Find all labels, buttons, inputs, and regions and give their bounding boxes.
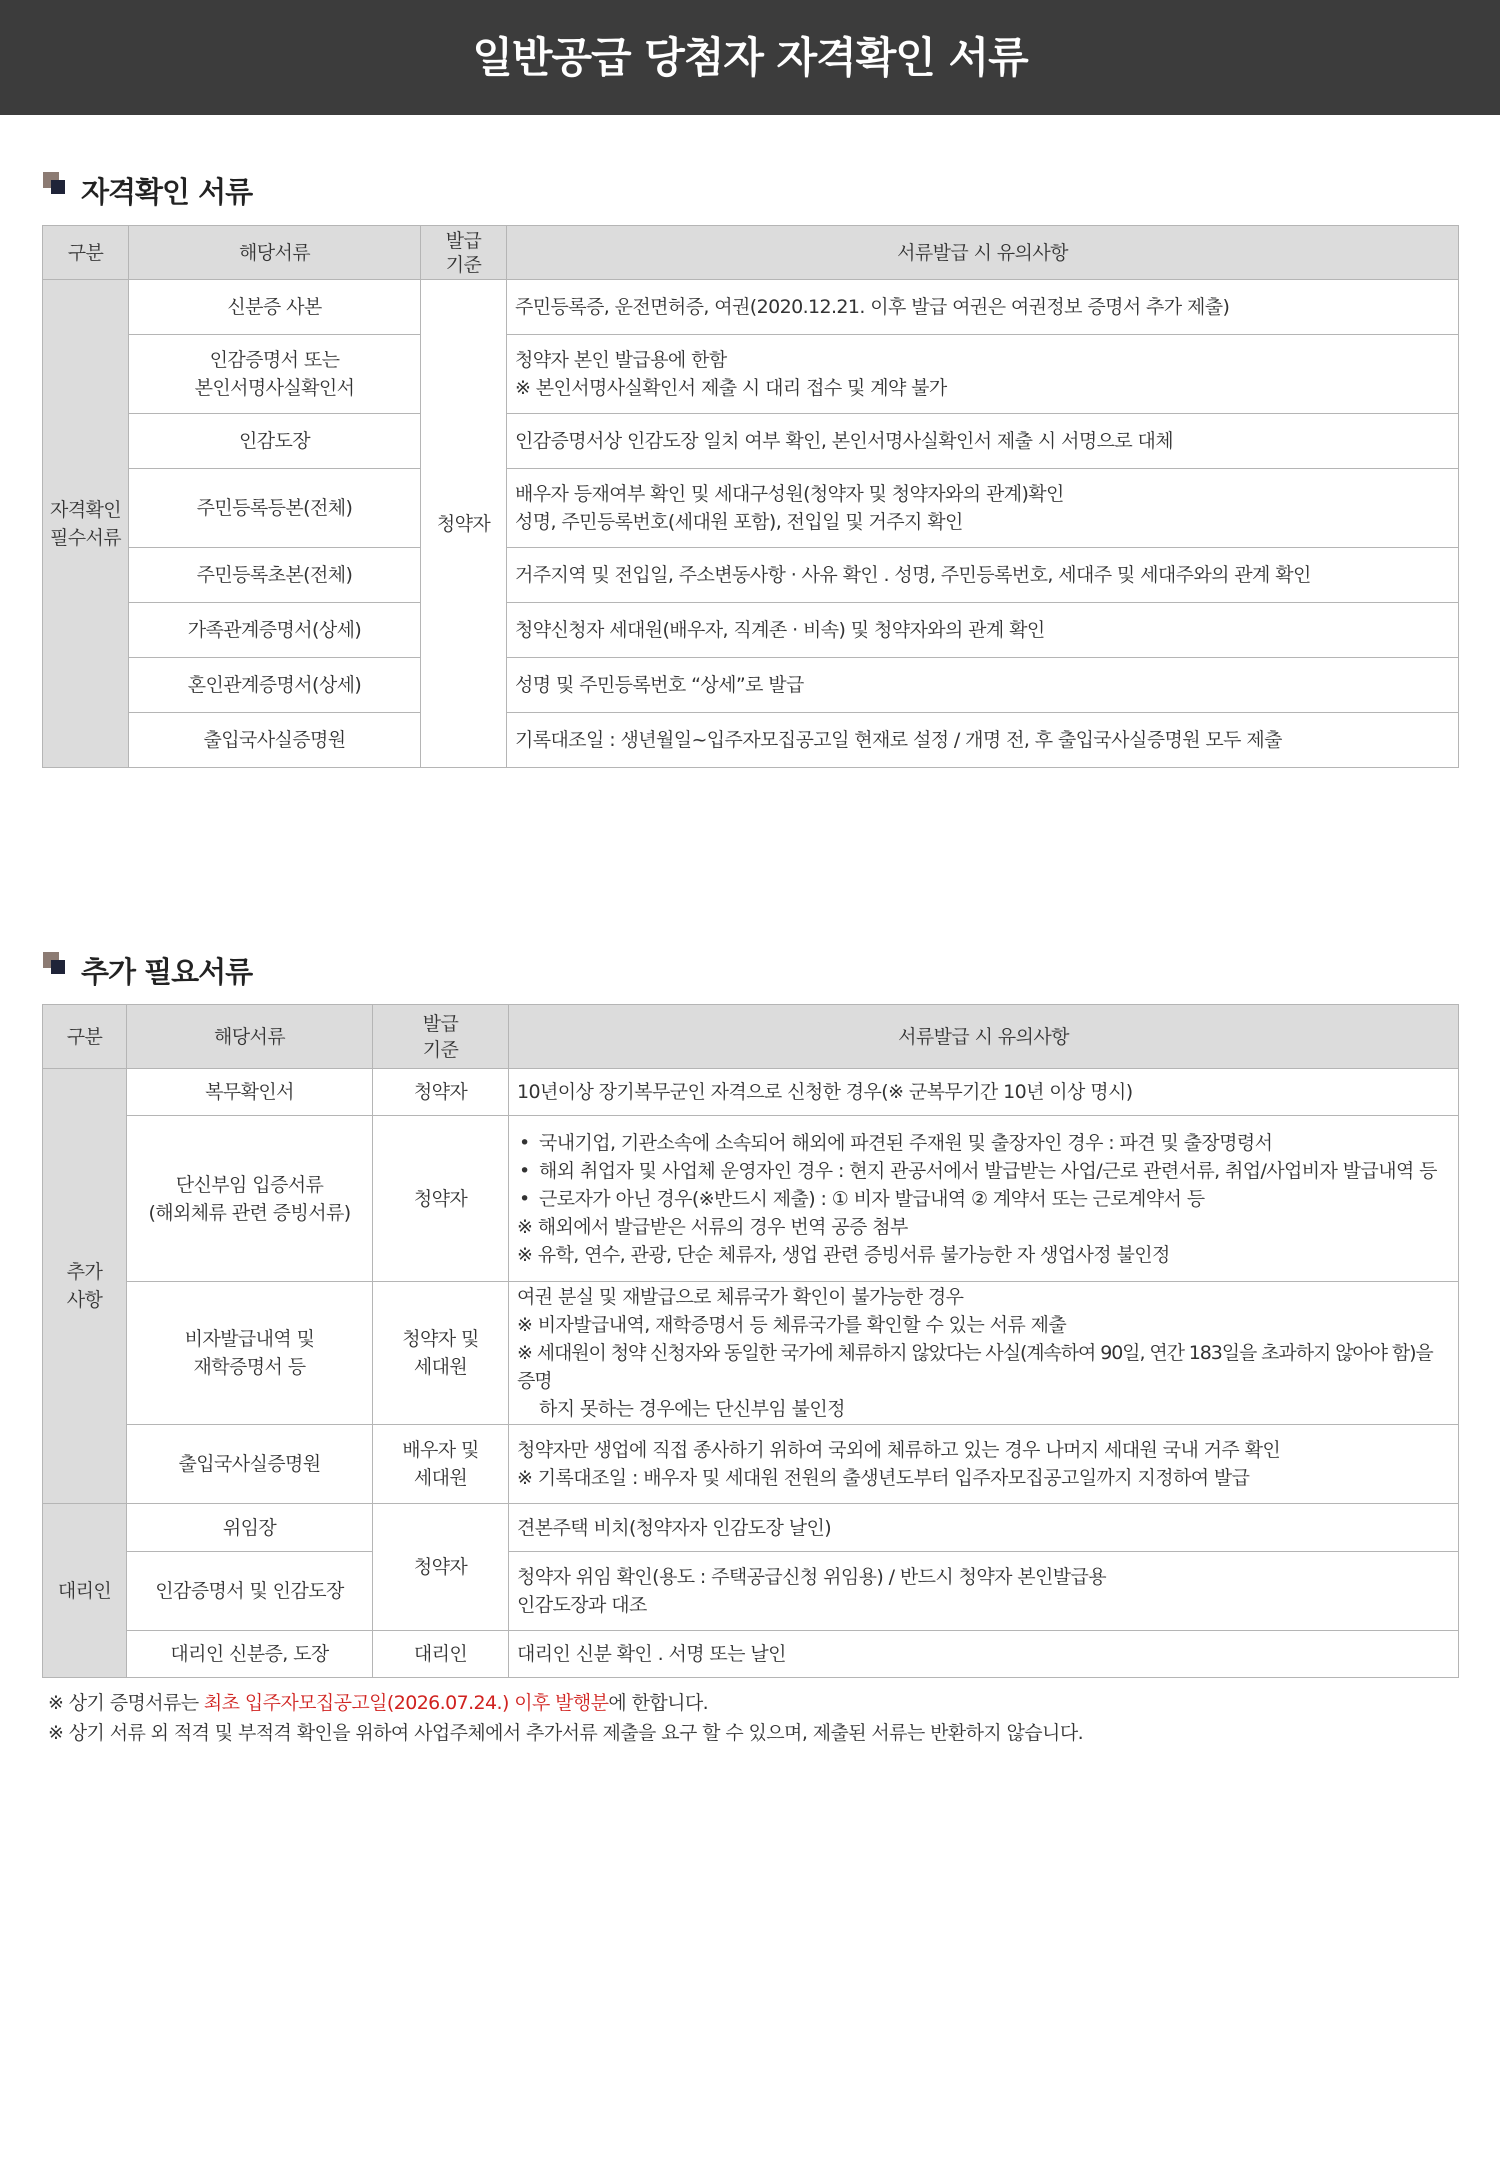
header-notes: 서류발급 시 유의사항: [507, 226, 1459, 280]
header-notes: 서류발급 시 유의사항: [509, 1005, 1459, 1069]
table-row: [43, 1504, 1459, 1552]
qualification-documents-table: [42, 225, 1459, 768]
table-row: [43, 713, 1459, 768]
document-cell: 출입국사실증명원: [127, 1425, 373, 1504]
header-document: 해당서류: [127, 1005, 373, 1069]
document-cell: 주민등록초본(전체): [129, 548, 421, 603]
issuer-cell: 청약자: [373, 1116, 509, 1282]
header-category: 구분: [43, 1005, 127, 1069]
table-header-row: [43, 1005, 1459, 1069]
note-cell: 성명 및 주민등록번호 “상세”로 발급: [507, 658, 1459, 713]
document-cell: 단신부임 입증서류 (해외체류 관련 증빙서류): [127, 1116, 373, 1282]
section-bullet-icon: [43, 172, 67, 196]
document-cell: 비자발급내역 및 재학증명서 등: [127, 1282, 373, 1425]
document-cell: 인감도장: [129, 414, 421, 469]
table-header-row: [43, 226, 1459, 280]
note-line: 청약자만 생업에 직접 종사하기 위하여 국외에 체류하고 있는 경우 나머지 세대원 국내 거주 확인: [517, 1439, 1281, 1461]
table-row: [43, 280, 1459, 335]
note-line: 하지 못하는 경우에는 단신부임 불인정: [539, 1398, 845, 1420]
note-line: ※ 비자발급내역, 재학증명서 등 체류국가를 확인할 수 있는 서류 제출: [517, 1314, 1067, 1336]
issuer-cell: 대리인: [373, 1631, 509, 1678]
issuer-cell: 청약자: [421, 280, 507, 768]
issuer-cell: 청약자: [373, 1069, 509, 1116]
category-cell: 추가 사항: [43, 1069, 127, 1504]
table-row: [43, 1631, 1459, 1678]
issuer-cell: 청약자 및 세대원: [373, 1282, 509, 1425]
category-cell: 대리인: [43, 1504, 127, 1678]
bullet-item: • 국내기업, 기관소속에 소속되어 해외에 파견된 주재원 및 출장자인 경우 : 파견 및 출장명령서: [517, 1129, 1450, 1157]
note-cell: 10년이상 장기복무군인 자격으로 신청한 경우(※ 군복무기간 10년 이상 명시): [509, 1069, 1459, 1116]
section-title: 추가 필요서류: [81, 955, 253, 989]
note-cell: 대리인 신분 확인 . 서명 또는 날인: [509, 1631, 1459, 1678]
document-cell: 인감증명서 또는 본인서명사실확인서: [129, 335, 421, 414]
footnote-text: ※ 상기 증명서류는: [48, 1692, 204, 1714]
header-issuer: 발급 기준: [373, 1005, 509, 1069]
issuer-cell: 배우자 및 세대원: [373, 1425, 509, 1504]
table-row: [43, 658, 1459, 713]
document-cell: 대리인 신분증, 도장: [127, 1631, 373, 1678]
table-row: [43, 1425, 1459, 1504]
note-cell: 견본주택 비치(청약자자 인감도장 날인): [509, 1504, 1459, 1552]
note-cell: 주민등록증, 운전면허증, 여권(2020.12.21. 이후 발급 여권은 여권정보 증명서 추가 제출): [507, 280, 1459, 335]
section-title: 자격확인 서류: [81, 175, 253, 209]
category-cell: 자격확인 필수서류: [43, 280, 129, 768]
document-cell: 혼인관계증명서(상세): [129, 658, 421, 713]
document-cell: 복무확인서: [127, 1069, 373, 1116]
table-row: [43, 335, 1459, 414]
table-row: [43, 603, 1459, 658]
additional-documents-table: [42, 1004, 1459, 1678]
footnote-text: 에 한합니다.: [608, 1692, 709, 1714]
page-title: 일반공급 당첨자 자격확인 서류: [472, 33, 1028, 82]
note-line: ※ 세대원이 청약 신청자와 동일한 국가에 체류하지 않았다는 사실(계속하여 90일, 연간 183일을 초과하지 않아야 함)을 증명: [517, 1342, 1433, 1392]
note-cell: 청약자 본인 발급용에 한함 ※ 본인서명사실확인서 제출 시 대리 접수 및 계약 불가: [507, 335, 1459, 414]
document-cell: 인감증명서 및 인감도장: [127, 1552, 373, 1631]
footnote-highlight: 최초 입주자모집공고일(2026.07.24.) 이후 발행분: [203, 1692, 609, 1714]
header-document: 해당서류: [129, 226, 421, 280]
note-cell: [509, 1282, 1459, 1425]
section-bullet-icon: [43, 952, 67, 976]
table-row: [43, 1116, 1459, 1282]
page-header: [0, 0, 1500, 115]
note-cell: 기록대조일 : 생년월일~입주자모집공고일 현재로 설정 / 개명 전, 후 출입국사실증명원 모두 제출: [507, 713, 1459, 768]
note-cell: 인감증명서상 인감도장 일치 여부 확인, 본인서명사실확인서 제출 시 서명으로 대체: [507, 414, 1459, 469]
footnotes: [48, 1688, 1083, 1748]
note-line: 여권 분실 및 재발급으로 체류국가 확인이 불가능한 경우: [517, 1286, 964, 1308]
document-cell: 주민등록등본(전체): [129, 469, 421, 548]
note-cell: [509, 1116, 1459, 1282]
bullet-item: • 근로자가 아닌 경우(※반드시 제출) : ① 비자 발급내역 ② 계약서 또는 근로계약서 등: [517, 1185, 1450, 1213]
note-cell: 배우자 등재여부 확인 및 세대구성원(청약자 및 청약자와의 관계)확인 성명, 주민등록번호(세대원 포함), 전입일 및 거주지 확인: [507, 469, 1459, 548]
table-row: [43, 548, 1459, 603]
note-cell: 청약자 위임 확인(용도 : 주택공급신청 위임용) / 반드시 청약자 본인발급용 인감도장과 대조: [509, 1552, 1459, 1631]
footnote-line: ※ 상기 서류 외 적격 및 부적격 확인을 위하여 사업주체에서 추가서류 제출을 요구 할 수 있으며, 제출된 서류는 반환하지 않습니다.: [48, 1722, 1084, 1744]
footnote-line: [48, 1688, 1083, 1718]
table-row: [43, 1282, 1459, 1425]
note-cell: 청약신청자 세대원(배우자, 직계존 · 비속) 및 청약자와의 관계 확인: [507, 603, 1459, 658]
note-line: ※ 기록대조일 : 배우자 및 세대원 전원의 출생년도부터 입주자모집공고일까지 지정하여 발급: [517, 1467, 1250, 1489]
document-cell: 신분증 사본: [129, 280, 421, 335]
document-cell: 가족관계증명서(상세): [129, 603, 421, 658]
issuer-cell: 청약자: [373, 1504, 509, 1631]
bullet-item: • 해외 취업자 및 사업체 운영자인 경우 : 현지 관공서에서 발급받는 사업/근로 관련서류, 취업/사업비자 발급내역 등: [517, 1157, 1450, 1185]
table-row: [43, 414, 1459, 469]
table-row: [43, 1552, 1459, 1631]
note-cell: 거주지역 및 전입일, 주소변동사항 · 사유 확인 . 성명, 주민등록번호, 세대주 및 세대주와의 관계 확인: [507, 548, 1459, 603]
header-category: 구분: [43, 226, 129, 280]
note-line: ※ 유학, 연수, 관광, 단순 체류자, 생업 관련 증빙서류 불가능한 자 생업사정 불인정: [517, 1243, 1170, 1266]
note-cell: [509, 1425, 1459, 1504]
table-row: [43, 469, 1459, 548]
header-issuer: 발급 기준: [421, 226, 507, 280]
note-line: ※ 해외에서 발급받은 서류의 경우 번역 공증 첨부: [517, 1215, 908, 1238]
document-cell: 출입국사실증명원: [129, 713, 421, 768]
table-row: [43, 1069, 1459, 1116]
document-cell: 위임장: [127, 1504, 373, 1552]
